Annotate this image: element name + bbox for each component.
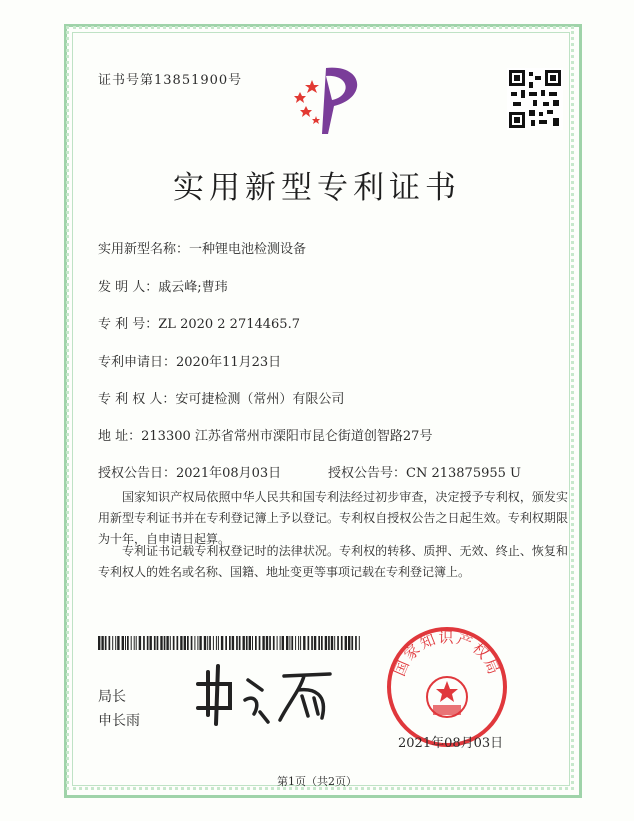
grant-date-value: 2021年08月03日	[176, 466, 282, 481]
grant-number-row	[328, 462, 521, 481]
legal-status-paragraph: 专利证书记载专利权登记时的法律状况。专利权的转移、质押、无效、终止、恢复和专利权人的姓名或名称、国籍、地址变更等事项记载在专利登记簿上。	[98, 544, 568, 579]
filing-date-value: 2020年11月23日	[176, 355, 282, 370]
signatory-name: 申长雨	[98, 713, 140, 729]
filing-date-row	[98, 351, 281, 370]
patentee-value: 安可捷检测（常州）有限公司	[175, 392, 345, 407]
seal-text: 国家知识产权局	[390, 628, 504, 679]
inventor-row	[98, 276, 228, 295]
patentee-row	[98, 388, 344, 407]
grant-date-label: 授权公告日：	[98, 466, 177, 481]
grant-date-row	[98, 462, 281, 481]
inventor-label: 发 明 人：	[98, 280, 159, 295]
official-seal-icon	[385, 625, 509, 749]
filing-date-label: 专利申请日：	[98, 355, 177, 370]
signatory-title: 局长	[98, 689, 126, 705]
patentee-label: 专 利 权 人：	[98, 392, 176, 407]
director-signature-icon	[190, 660, 340, 730]
utility-model-name-value: 一种锂电池检测设备	[189, 242, 307, 257]
grant-number-value: CN 213875955 U	[406, 466, 521, 481]
patent-number-row	[98, 313, 300, 332]
barcode-icon	[98, 636, 363, 650]
cnipa-logo-icon	[286, 58, 376, 138]
certificate-number: 证书号第13851900号	[98, 73, 243, 88]
address-label: 地 址：	[98, 429, 142, 444]
utility-model-name-label: 实用新型名称：	[98, 242, 190, 257]
utility-model-name-row	[98, 238, 306, 257]
inventor-value: 戚云峰;曹玮	[158, 280, 228, 295]
address-value: 213300 江苏省常州市溧阳市昆仑街道创智路27号	[141, 429, 433, 444]
page-number: 第1页（共2页）	[277, 775, 357, 788]
address-row	[98, 425, 432, 444]
patent-number-value: ZL 2020 2 2714465.7	[158, 317, 300, 332]
grant-number-label: 授权公告号：	[328, 466, 407, 481]
patent-number-label: 专 利 号：	[98, 317, 159, 332]
qr-code-icon	[507, 68, 563, 130]
svg-text:国家知识产权局	[390, 629, 503, 679]
grant-statement-paragraph: 国家知识产权局依照中华人民共和国专利法经过初步审查，决定授予专利权，颁发实用新型专利证书并在专利登记簿上予以登记。专利权自授权公告之日起生效。专利权期限为十年，自申请日起算。	[98, 490, 568, 546]
seal-date: 2021年08月03日	[398, 736, 504, 751]
page-title: 实用新型专利证书	[173, 170, 461, 206]
